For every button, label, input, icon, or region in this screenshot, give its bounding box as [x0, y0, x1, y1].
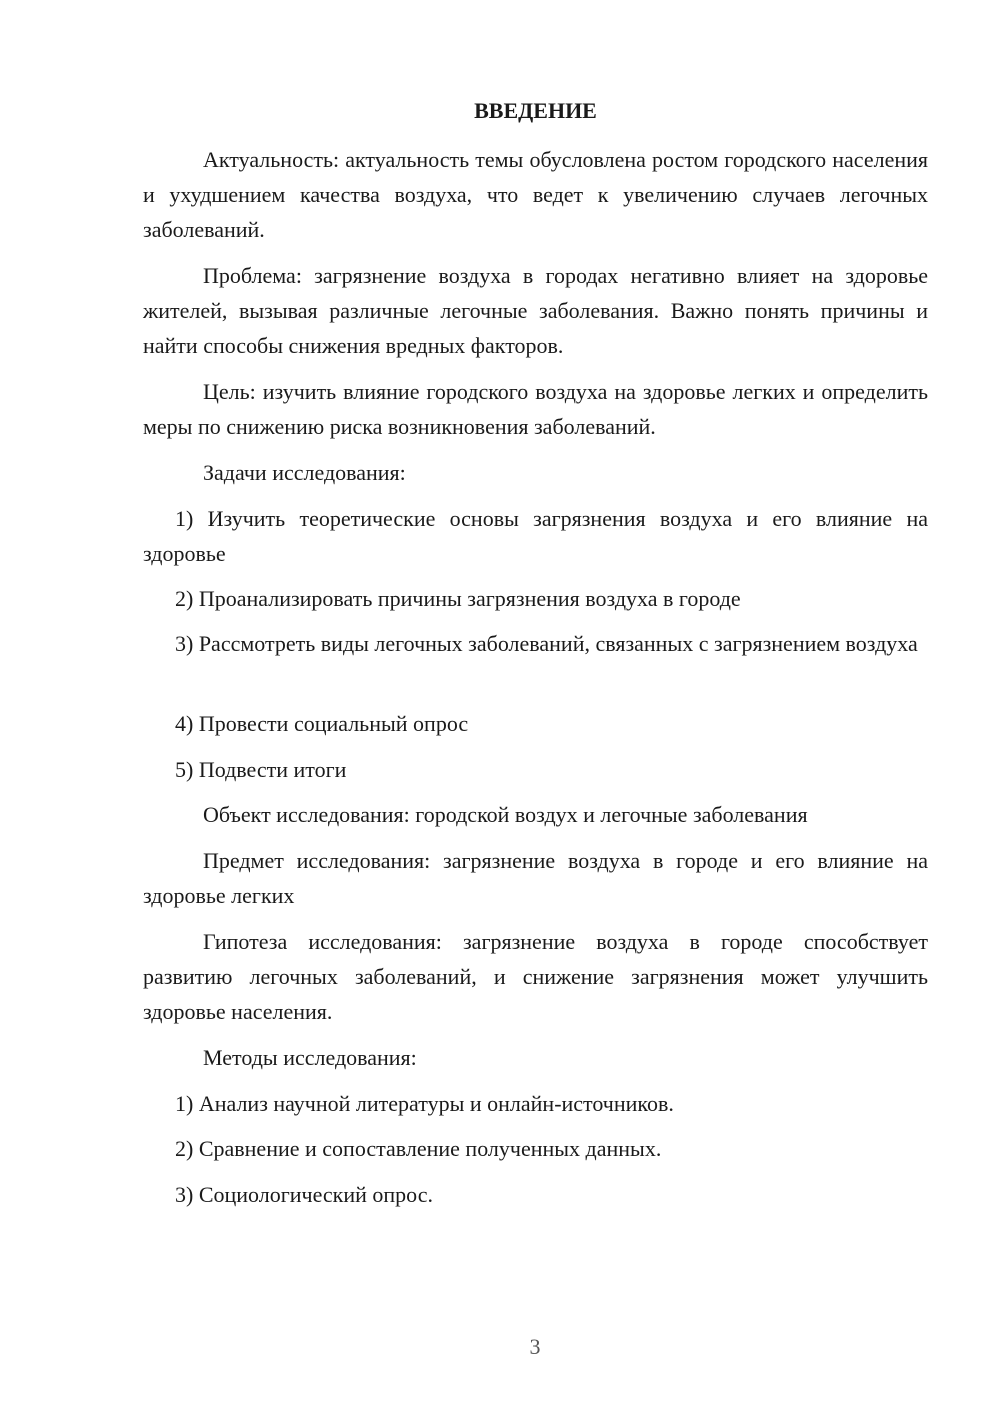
list-item-task-2: 2) Проанализировать причины загрязнения воздуха в городе: [175, 586, 741, 611]
paragraph-goal: Цель: изучить влияние городского воздуха на здоровье легких и определить меры по снижению риска возникновения заболеваний.: [143, 379, 928, 439]
list-item-task-4: 4) Провести социальный опрос: [175, 711, 469, 736]
list-item-method-1: 1) Анализ научной литературы и онлайн-источников.: [175, 1091, 674, 1116]
list-item-method-3: 3) Социологический опрос.: [175, 1182, 433, 1207]
paragraph-subject: Предмет исследования: загрязнение воздуха в городе и его влияние на здоровье легких: [143, 848, 928, 908]
page-number: 3: [529, 1334, 541, 1359]
list-item-method-2: 2) Сравнение и сопоставление полученных данных.: [175, 1136, 662, 1161]
paragraph-relevance: Актуальность: актуальность темы обусловлена ростом городского населения и ухудшением качества воздуха, что ведет к увеличению случаев легочных заболеваний.: [143, 147, 928, 242]
list-item-task-3: 3) Рассмотреть виды легочных заболеваний, связанных с загрязнением воздуха: [175, 631, 918, 656]
paragraph-methods-heading: Методы исследования:: [203, 1045, 417, 1070]
list-item-task-5: 5) Подвести итоги: [175, 757, 347, 782]
paragraph-object: Объект исследования: городской воздух и легочные заболевания: [203, 802, 808, 827]
section-title: ВВЕДЕНИЕ: [474, 98, 597, 123]
list-item-task-1: 1) Изучить теоретические основы загрязнения воздуха и его влияние на здоровье: [143, 506, 928, 566]
paragraph-problem: Проблема: загрязнение воздуха в городах негативно влияет на здоровье жителей, вызывая различные легочные заболевания. Важно понять причины и найти способы снижения вредных факторов.: [143, 263, 928, 358]
paragraph-tasks-heading: Задачи исследования:: [203, 460, 406, 485]
paragraph-hypothesis: Гипотеза исследования: загрязнение воздуха в городе способствует развитию легочных заболеваний, и снижение загрязнения может улучшить здоровье населения.: [143, 929, 928, 1024]
